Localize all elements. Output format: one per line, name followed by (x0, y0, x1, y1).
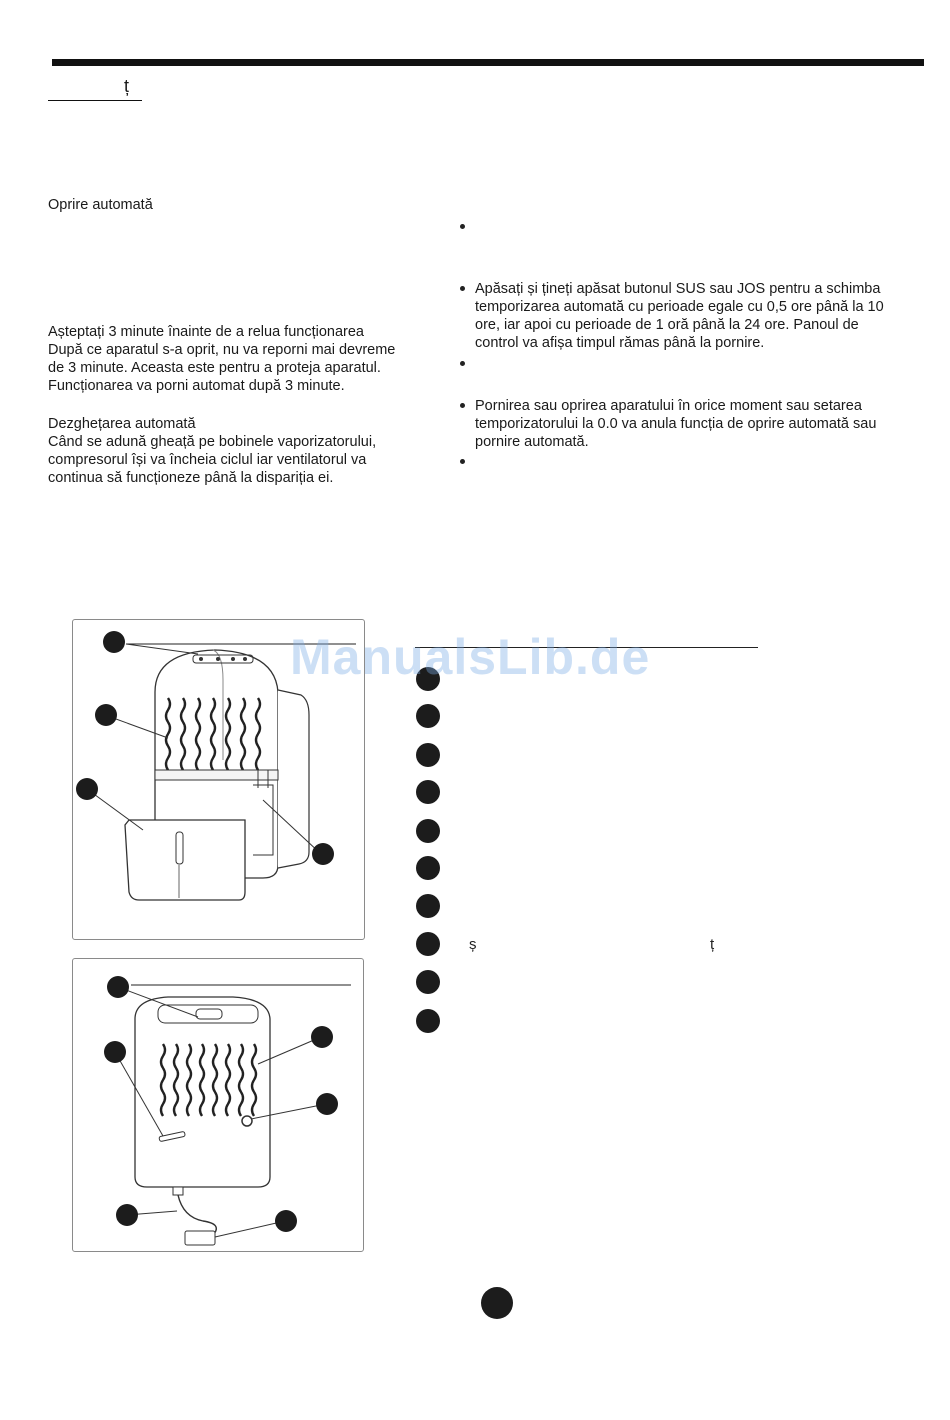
wait-line: Funcționarea va porni automat după 3 minute. (48, 378, 345, 394)
part-number-marker (416, 894, 440, 918)
watermark: ManualsLib.de (290, 629, 651, 685)
bullet-dot (460, 403, 465, 408)
part-number-marker (416, 743, 440, 767)
timer-line: control va afișa timpul rămas până la pornire. (475, 335, 765, 351)
bullet-dot (460, 286, 465, 291)
part-number-marker (416, 932, 440, 956)
part-number-marker (416, 780, 440, 804)
bullet-dot (460, 224, 465, 229)
cancel-line: temporizatorului la 0.0 va anula funcția de oprire automată sau (475, 416, 877, 432)
defrost-line: continua să funcționeze până la dispariția ei. (48, 470, 334, 486)
part-label-fragment: ț (710, 936, 715, 953)
bullet-dot (460, 459, 465, 464)
part-number-marker (416, 970, 440, 994)
defrost-line: compresorul își va încheia ciclul iar ventilatorul va (48, 452, 367, 468)
rear-view-illustration (72, 958, 364, 1252)
timer-line: temporizarea automată cu perioade egale cu 0,5 ore până la 10 (475, 299, 884, 315)
wait-line: După ce aparatul s-a oprit, nu va reporni mai devreme (48, 342, 396, 358)
section-heading (48, 78, 142, 101)
heading-fragment: ț (124, 76, 130, 96)
part-label-fragment: ș (469, 936, 477, 953)
part-number-marker (416, 1009, 440, 1033)
auto-stop-heading: Oprire automată (48, 197, 153, 213)
part-number-marker (416, 819, 440, 843)
header-rule (52, 59, 924, 66)
timer-line: Apăsați și țineți apăsat butonul SUS sau JOS pentru a schimba (475, 281, 881, 297)
part-number-marker (416, 856, 440, 880)
cancel-line: pornire automată. (475, 434, 589, 450)
cancel-line: Pornirea sau oprirea aparatului în orice moment sau setarea (475, 398, 862, 414)
bullet-dot (460, 361, 465, 366)
wait-line: de 3 minute. Aceasta este pentru a proteja aparatul. (48, 360, 381, 376)
timer-line: ore, iar apoi cu perioade de 1 oră până la 24 ore. Panoul de (475, 317, 859, 333)
part-number-marker (416, 704, 440, 728)
wait-heading: Așteptați 3 minute înainte de a relua funcționarea (48, 324, 364, 340)
defrost-heading: Dezghețarea automată (48, 416, 196, 432)
defrost-line: Când se adună gheață pe bobinele vaporizatorului, (48, 434, 377, 450)
page-number-marker (481, 1287, 513, 1319)
